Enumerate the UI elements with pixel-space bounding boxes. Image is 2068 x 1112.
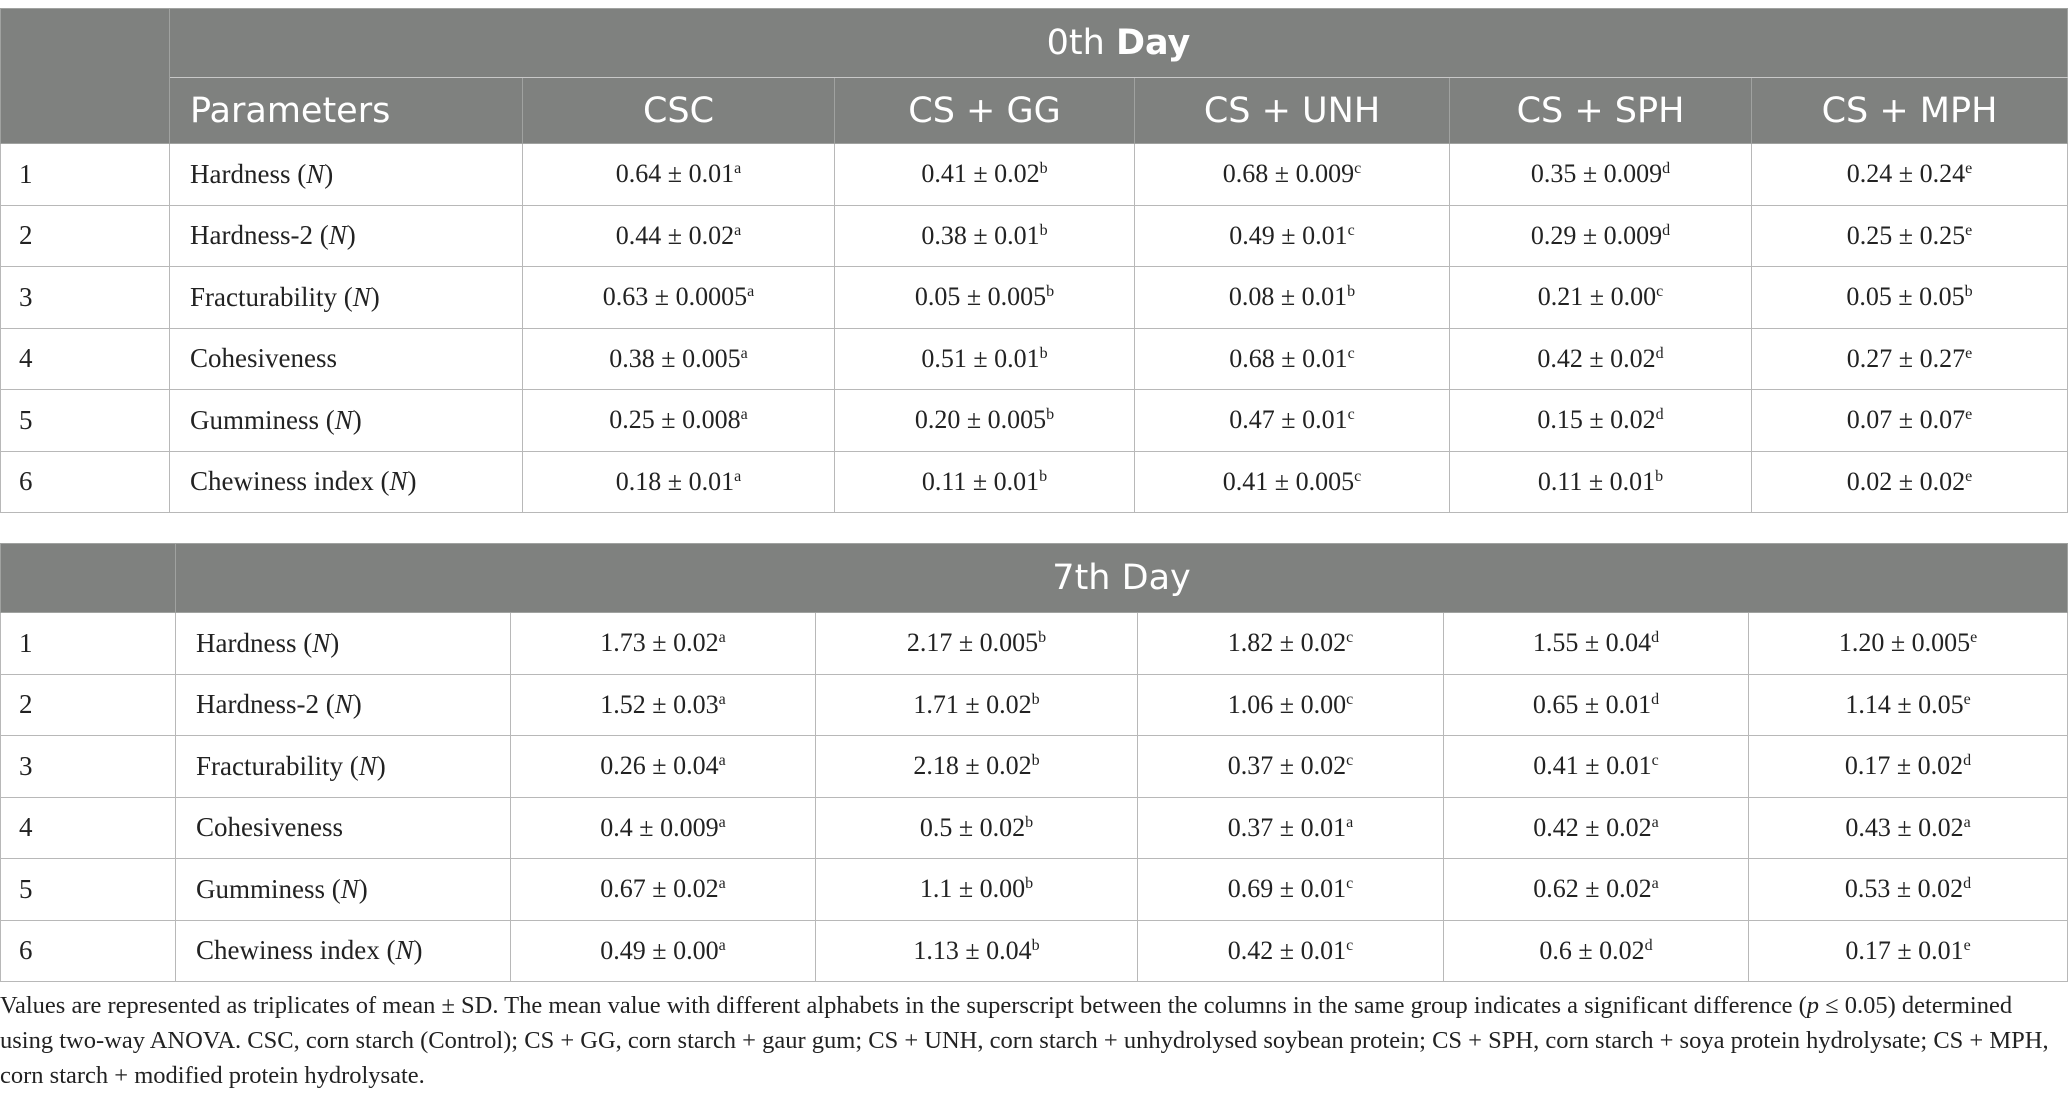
column-header-cs-gg: CS + GG xyxy=(835,78,1135,144)
mean-sd-value: 0.51 ± 0.01 xyxy=(921,343,1040,373)
significance-letter: b xyxy=(1347,283,1356,301)
texture-table-day-0 xyxy=(0,8,2068,513)
significance-letter: b xyxy=(1039,344,1048,362)
value-cell xyxy=(1138,859,1444,921)
row-index: 2 xyxy=(1,674,176,736)
parameter-name xyxy=(176,797,511,859)
mean-sd-value: 0.65 ± 0.01 xyxy=(1532,689,1652,719)
column-header-cs-unh: CS + UNH xyxy=(1135,78,1450,144)
column-header-cs-sph: CS + SPH xyxy=(1450,78,1752,144)
parameter-unit: N xyxy=(334,689,353,720)
row-index: 6 xyxy=(1,920,176,982)
parameter-name xyxy=(170,328,523,390)
significance-letter: b xyxy=(1964,283,1973,301)
row-index: 6 xyxy=(1,451,170,513)
mean-sd-value: 0.08 ± 0.01 xyxy=(1228,282,1348,312)
parameter-label: Fracturability xyxy=(196,750,343,781)
significance-letter: e xyxy=(1963,690,1971,708)
day-header-row xyxy=(1,9,2068,78)
parameter-name: Gumminess (N) xyxy=(170,390,523,452)
mean-sd-value: 0.05 ± 0.05 xyxy=(1846,282,1965,312)
value-cell xyxy=(1749,859,2068,921)
parameter-label: Hardness-2 xyxy=(190,220,313,251)
mean-sd-value: 1.20 ± 0.005 xyxy=(1838,628,1971,658)
parameter-label: Cohesiveness xyxy=(190,343,337,374)
table-row xyxy=(1,144,2068,206)
value-cell xyxy=(1138,797,1444,859)
value-cell xyxy=(1749,674,2068,736)
value-cell xyxy=(1135,267,1450,329)
value-cell xyxy=(816,920,1138,982)
mean-sd-value: 0.41 ± 0.02 xyxy=(921,159,1040,189)
row-index: 4 xyxy=(1,328,170,390)
significance-letter: c xyxy=(1651,752,1659,770)
mean-sd-value: 0.26 ± 0.04 xyxy=(600,751,719,781)
mean-sd-value: 0.42 ± 0.02 xyxy=(1533,812,1652,842)
day-header-row xyxy=(1,544,2068,613)
significance-letter: e xyxy=(1965,406,1973,424)
significance-letter: e xyxy=(1963,936,1971,954)
significance-letter: a xyxy=(734,221,742,239)
significance-letter: a xyxy=(718,752,726,770)
significance-letter: a xyxy=(1346,813,1354,831)
value-cell xyxy=(1135,390,1450,452)
day-number: 7th xyxy=(1052,558,1111,598)
value-cell xyxy=(1749,736,2068,798)
significance-letter: a xyxy=(1651,875,1659,893)
significance-letter: a xyxy=(740,406,748,424)
value-cell xyxy=(835,205,1135,267)
significance-letter: c xyxy=(1346,875,1354,893)
mean-sd-value: 1.73 ± 0.02 xyxy=(600,628,719,658)
significance-letter: a xyxy=(740,344,748,362)
parameter-name: Hardness (N) xyxy=(176,613,511,675)
parameter-unit: N xyxy=(352,281,371,312)
day-word: Day xyxy=(1121,558,1191,598)
row-index: 4 xyxy=(1,797,176,859)
significance-letter: d xyxy=(1655,406,1664,424)
value-cell xyxy=(1135,451,1450,513)
parameter-label: Chewiness index xyxy=(190,466,374,497)
mean-sd-value: 0.37 ± 0.01 xyxy=(1227,812,1347,842)
mean-sd-value: 0.62 ± 0.02 xyxy=(1533,874,1652,904)
significance-letter: b xyxy=(1655,467,1664,485)
value-cell xyxy=(1749,613,2068,675)
value-cell xyxy=(1135,328,1450,390)
significance-letter: c xyxy=(1346,752,1354,770)
mean-sd-value: 0.64 ± 0.01 xyxy=(615,159,735,189)
value-cell xyxy=(1752,390,2068,452)
significance-letter: b xyxy=(1025,813,1034,831)
significance-letter: c xyxy=(1346,936,1354,954)
value-cell xyxy=(1450,328,1752,390)
blank-header-cell xyxy=(1,9,170,144)
mean-sd-value: 0.29 ± 0.009 xyxy=(1530,220,1663,250)
significance-letter: a xyxy=(718,875,726,893)
table-row xyxy=(1,451,2068,513)
significance-letter: d xyxy=(1651,690,1660,708)
row-index: 3 xyxy=(1,267,170,329)
mean-sd-value: 0.17 ± 0.01 xyxy=(1845,935,1964,965)
value-cell xyxy=(1138,736,1444,798)
value-cell xyxy=(511,674,816,736)
table-row xyxy=(1,613,2068,675)
texture-table-day-7 xyxy=(0,543,2068,982)
parameter-name: Hardness-2 (N) xyxy=(170,205,523,267)
significance-letter: b xyxy=(1039,160,1048,178)
parameter-name: Hardness (N) xyxy=(170,144,523,206)
value-cell xyxy=(835,328,1135,390)
mean-sd-value: 0.24 ± 0.24 xyxy=(1846,159,1966,189)
value-cell xyxy=(1138,920,1444,982)
mean-sd-value: 0.53 ± 0.02 xyxy=(1844,874,1964,904)
parameter-label: Gumminess xyxy=(190,404,320,435)
value-cell xyxy=(835,390,1135,452)
significance-letter: a xyxy=(734,467,742,485)
mean-sd-value: 1.14 ± 0.05 xyxy=(1845,689,1964,719)
mean-sd-value: 0.43 ± 0.02 xyxy=(1845,812,1964,842)
value-cell xyxy=(1138,674,1444,736)
value-cell xyxy=(1444,736,1749,798)
significance-letter: c xyxy=(1656,283,1664,301)
mean-sd-value: 2.17 ± 0.005 xyxy=(906,628,1039,658)
significance-letter: c xyxy=(1346,690,1354,708)
significance-letter: a xyxy=(747,283,755,301)
significance-letter: a xyxy=(718,813,726,831)
table-footnote xyxy=(0,988,2050,1093)
value-cell xyxy=(511,920,816,982)
table-row xyxy=(1,328,2068,390)
mean-sd-value: 1.55 ± 0.04 xyxy=(1532,628,1652,658)
value-cell xyxy=(816,736,1138,798)
significance-letter: a xyxy=(718,690,726,708)
mean-sd-value: 0.42 ± 0.01 xyxy=(1227,935,1347,965)
day-header xyxy=(170,9,2068,78)
footnote-p-symbol: p xyxy=(1806,992,1820,1019)
parameter-name: Hardness-2 (N) xyxy=(176,674,511,736)
day-number: 0th xyxy=(1046,23,1105,63)
significance-letter: e xyxy=(1970,629,1978,647)
mean-sd-value: 2.18 ± 0.02 xyxy=(913,751,1032,781)
value-cell xyxy=(1444,859,1749,921)
value-cell xyxy=(1444,674,1749,736)
significance-letter: c xyxy=(1354,160,1362,178)
value-cell xyxy=(523,144,835,206)
significance-letter: b xyxy=(1046,283,1055,301)
value-cell xyxy=(1450,205,1752,267)
significance-letter: b xyxy=(1046,406,1055,424)
significance-letter: d xyxy=(1662,221,1671,239)
value-cell xyxy=(816,613,1138,675)
value-cell xyxy=(1749,797,2068,859)
row-index: 5 xyxy=(1,859,176,921)
mean-sd-value: 0.21 ± 0.00 xyxy=(1537,282,1657,312)
parameter-name: Fracturability (N) xyxy=(170,267,523,329)
significance-letter: a xyxy=(718,936,726,954)
value-cell xyxy=(1752,267,2068,329)
value-cell xyxy=(1450,144,1752,206)
parameter-name: Chewiness index (N) xyxy=(176,920,511,982)
row-index: 5 xyxy=(1,390,170,452)
mean-sd-value: 0.5 ± 0.02 xyxy=(919,812,1026,842)
mean-sd-value: 0.27 ± 0.27 xyxy=(1846,343,1966,373)
significance-letter: d xyxy=(1963,752,1972,770)
significance-letter: a xyxy=(1963,813,1971,831)
table-row xyxy=(1,267,2068,329)
row-index: 1 xyxy=(1,613,176,675)
value-cell xyxy=(835,267,1135,329)
parameter-unit: N xyxy=(306,158,325,189)
value-cell xyxy=(511,859,816,921)
mean-sd-value: 0.49 ± 0.01 xyxy=(1229,220,1348,250)
mean-sd-value: 0.02 ± 0.02 xyxy=(1846,466,1966,496)
value-cell xyxy=(511,613,816,675)
value-cell xyxy=(1450,267,1752,329)
mean-sd-value: 1.13 ± 0.04 xyxy=(913,935,1032,965)
mean-sd-value: 0.38 ± 0.005 xyxy=(609,343,741,373)
value-cell xyxy=(835,144,1135,206)
mean-sd-value: 0.68 ± 0.009 xyxy=(1222,159,1355,189)
significance-letter: c xyxy=(1347,221,1355,239)
parameter-label: Cohesiveness xyxy=(196,812,343,843)
row-index: 1 xyxy=(1,144,170,206)
significance-letter: c xyxy=(1347,406,1355,424)
value-cell xyxy=(523,267,835,329)
mean-sd-value: 1.1 ± 0.00 xyxy=(919,874,1026,904)
table-row xyxy=(1,674,2068,736)
parameter-unit: N xyxy=(334,404,353,435)
mean-sd-value: 0.69 ± 0.01 xyxy=(1227,874,1347,904)
mean-sd-value: 0.25 ± 0.25 xyxy=(1846,220,1966,250)
parameter-name: Chewiness index (N) xyxy=(170,451,523,513)
mean-sd-value: 0.20 ± 0.005 xyxy=(914,405,1047,435)
mean-sd-value: 0.25 ± 0.008 xyxy=(609,405,741,435)
mean-sd-value: 1.82 ± 0.02 xyxy=(1227,628,1347,658)
mean-sd-value: 0.41 ± 0.005 xyxy=(1222,466,1355,496)
mean-sd-value: 0.37 ± 0.02 xyxy=(1227,751,1347,781)
significance-letter: b xyxy=(1038,629,1047,647)
footnote-part-1: Values are represented as triplicates of mean ± SD. The mean value with different alphabets in the superscript between the columns in the same group indicates a significant difference ( xyxy=(0,992,1807,1019)
mean-sd-value: 0.41 ± 0.01 xyxy=(1533,751,1652,781)
value-cell xyxy=(511,797,816,859)
mean-sd-value: 0.17 ± 0.02 xyxy=(1844,751,1964,781)
significance-letter: e xyxy=(1965,467,1973,485)
parameter-unit: N xyxy=(358,750,377,781)
parameter-label: Chewiness index xyxy=(196,935,380,966)
value-cell xyxy=(835,451,1135,513)
table-row xyxy=(1,736,2068,798)
mean-sd-value: 0.35 ± 0.009 xyxy=(1530,159,1663,189)
significance-letter: a xyxy=(718,629,726,647)
mean-sd-value: 0.11 ± 0.01 xyxy=(921,466,1040,496)
value-cell xyxy=(511,736,816,798)
footnote-part-2: ≤ 0.05) determined using two-way ANOVA. CSC, corn starch (Control); CS + GG, corn starch + gaur gum; CS + UNH, corn starch + unhydrolysed soybean protein; CS + SPH, corn starch + soya protein hydrolysate; CS + MPH, corn starch + modified protein hydrolysate. xyxy=(0,992,2049,1089)
mean-sd-value: 0.67 ± 0.02 xyxy=(600,874,719,904)
table-row xyxy=(1,390,2068,452)
parameter-name: Gumminess (N) xyxy=(176,859,511,921)
mean-sd-value: 1.06 ± 0.00 xyxy=(1227,689,1347,719)
value-cell xyxy=(1752,328,2068,390)
day-header xyxy=(176,544,2068,613)
parameter-label: Hardness xyxy=(190,158,291,189)
significance-letter: c xyxy=(1354,467,1362,485)
mean-sd-value: 0.6 ± 0.02 xyxy=(1539,935,1645,965)
significance-letter: d xyxy=(1651,629,1660,647)
mean-sd-value: 0.15 ± 0.02 xyxy=(1537,405,1656,435)
value-cell xyxy=(1749,920,2068,982)
significance-letter: b xyxy=(1031,690,1040,708)
value-cell xyxy=(816,797,1138,859)
value-cell xyxy=(523,205,835,267)
value-cell xyxy=(1444,920,1749,982)
parameter-unit: N xyxy=(340,873,359,904)
parameter-label: Hardness xyxy=(196,627,297,658)
parameters-header: Parameters xyxy=(170,78,523,144)
significance-letter: b xyxy=(1025,875,1034,893)
mean-sd-value: 0.4 ± 0.009 xyxy=(600,812,719,842)
significance-letter: b xyxy=(1039,467,1048,485)
table-row xyxy=(1,859,2068,921)
row-index: 3 xyxy=(1,736,176,798)
parameter-label: Fracturability xyxy=(190,281,337,312)
mean-sd-value: 0.38 ± 0.01 xyxy=(921,220,1040,250)
mean-sd-value: 0.18 ± 0.01 xyxy=(615,466,735,496)
mean-sd-value: 0.07 ± 0.07 xyxy=(1846,405,1966,435)
parameter-name: Fracturability (N) xyxy=(176,736,511,798)
row-index: 2 xyxy=(1,205,170,267)
significance-letter: b xyxy=(1031,752,1040,770)
mean-sd-value: 0.47 ± 0.01 xyxy=(1229,405,1348,435)
value-cell xyxy=(1444,797,1749,859)
significance-letter: e xyxy=(1965,160,1973,178)
significance-letter: c xyxy=(1346,629,1354,647)
value-cell xyxy=(1752,451,2068,513)
blank-header-cell xyxy=(1,544,176,613)
significance-letter: b xyxy=(1031,936,1040,954)
value-cell xyxy=(1444,613,1749,675)
parameter-unit: N xyxy=(395,935,414,966)
day-word: Day xyxy=(1115,23,1191,63)
value-cell xyxy=(1450,390,1752,452)
mean-sd-value: 0.42 ± 0.02 xyxy=(1537,343,1656,373)
value-cell xyxy=(1135,205,1450,267)
mean-sd-value: 0.44 ± 0.02 xyxy=(615,220,735,250)
parameter-unit: N xyxy=(328,220,347,251)
value-cell xyxy=(523,451,835,513)
significance-letter: d xyxy=(1662,160,1671,178)
value-cell xyxy=(523,328,835,390)
column-header-csc: CSC xyxy=(523,78,835,144)
significance-letter: e xyxy=(1965,344,1973,362)
table-row xyxy=(1,797,2068,859)
value-cell xyxy=(1138,613,1444,675)
mean-sd-value: 1.52 ± 0.03 xyxy=(600,689,719,719)
parameter-unit: N xyxy=(389,466,408,497)
mean-sd-value: 1.71 ± 0.02 xyxy=(913,689,1032,719)
significance-letter: e xyxy=(1965,221,1973,239)
value-cell xyxy=(1135,144,1450,206)
value-cell xyxy=(816,674,1138,736)
significance-letter: d xyxy=(1644,936,1653,954)
significance-letter: c xyxy=(1347,344,1355,362)
mean-sd-value: 0.68 ± 0.01 xyxy=(1229,343,1348,373)
significance-letter: d xyxy=(1963,875,1972,893)
mean-sd-value: 0.05 ± 0.005 xyxy=(914,282,1047,312)
mean-sd-value: 0.63 ± 0.0005 xyxy=(602,282,748,312)
table-row xyxy=(1,205,2068,267)
significance-letter: a xyxy=(1651,813,1659,831)
mean-sd-value: 0.49 ± 0.00 xyxy=(600,935,719,965)
table-row xyxy=(1,920,2068,982)
value-cell xyxy=(523,390,835,452)
column-header-row xyxy=(1,78,2068,144)
parameter-label: Gumminess xyxy=(196,873,326,904)
significance-letter: b xyxy=(1039,221,1048,239)
parameter-unit: N xyxy=(312,627,331,658)
parameter-label: Hardness-2 xyxy=(196,689,319,720)
value-cell xyxy=(1752,205,2068,267)
value-cell xyxy=(1752,144,2068,206)
significance-letter: a xyxy=(734,160,742,178)
mean-sd-value: 0.11 ± 0.01 xyxy=(1537,466,1656,496)
significance-letter: d xyxy=(1655,344,1664,362)
column-header-cs-mph: CS + MPH xyxy=(1752,78,2068,144)
value-cell xyxy=(816,859,1138,921)
value-cell xyxy=(1450,451,1752,513)
